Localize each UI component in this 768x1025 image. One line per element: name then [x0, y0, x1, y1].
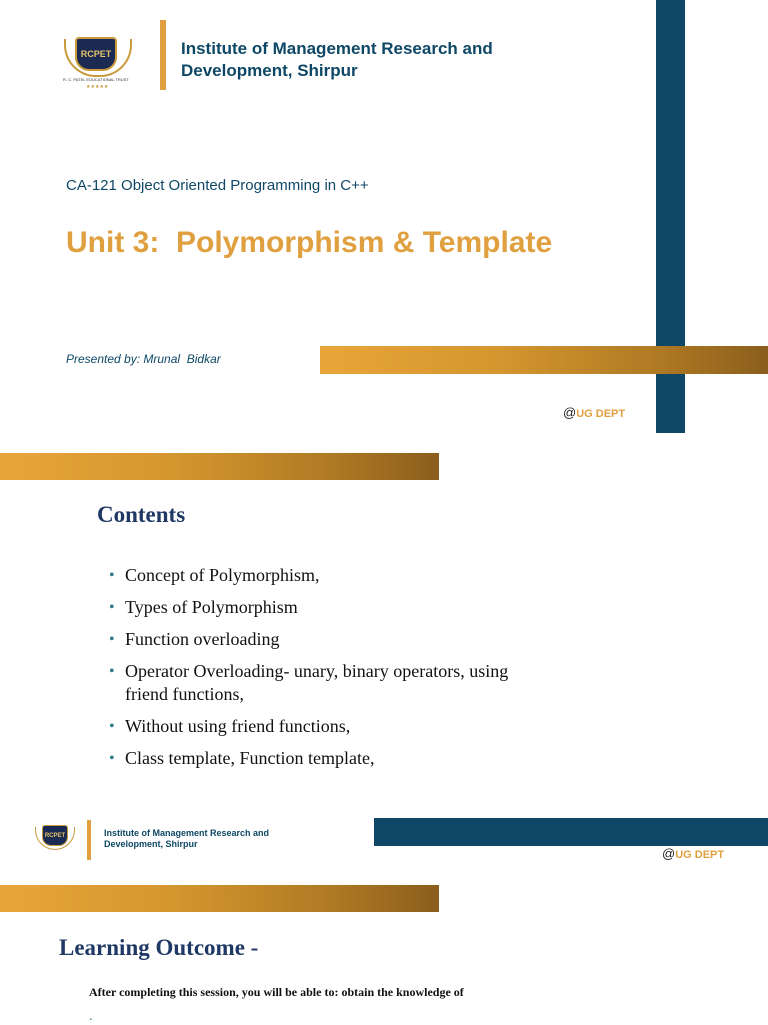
bullet-icon: • — [109, 750, 115, 767]
contents-title: Contents — [97, 502, 186, 527]
list-item: • Operator Overloading- unary, binary operators, using friend functions, — [109, 661, 509, 704]
contents-list — [107, 564, 577, 779]
learning-outcome-bullet: . — [89, 1009, 93, 1024]
shield-icon — [75, 37, 117, 71]
footer-navy-bar — [374, 818, 768, 846]
institute-line-1: Institute of Management Research and — [181, 39, 493, 58]
learning-outcome-title: Learning Outcome - — [59, 935, 259, 960]
unit-title: Unit 3: Polymorphism & Template — [66, 226, 553, 259]
learning-outcome-intro: After completing this session, you will be able to: obtain the knowledge of — [89, 985, 464, 999]
gold-bar-header — [0, 885, 439, 912]
bullet-icon: • — [109, 718, 115, 735]
list-item: • Without using friend functions, — [109, 716, 351, 736]
slide-2 — [0, 445, 768, 885]
bullet-icon: • — [109, 631, 115, 648]
shield-icon: RCPET — [42, 825, 68, 846]
bullet-icon: • — [109, 599, 115, 616]
gold-bar-header — [0, 453, 439, 480]
logo-caption: R. C. PATEL EDUCATIONAL TRUST — [63, 77, 129, 82]
institute-line-2: Development, Shirpur — [181, 61, 358, 80]
list-item: • Types of Polymorphism — [109, 597, 298, 617]
institute-name — [181, 38, 493, 82]
bullet-icon: • — [109, 663, 115, 680]
course-title: CA-121 Object Oriented Programming in C++ — [66, 177, 369, 194]
footer-logo — [33, 823, 77, 859]
dept-label — [563, 405, 625, 420]
institute-logo — [60, 33, 132, 93]
footer-dept: @UG DEPT — [662, 846, 725, 861]
presenter: Presented by: Mrunal Bidkar — [66, 352, 221, 366]
slide-1 — [0, 0, 768, 445]
dept-at: @ — [563, 405, 577, 420]
header-divider — [160, 20, 166, 90]
footer-divider — [87, 820, 91, 860]
footer-institute: Institute of Management Research and Development, Shirpur — [104, 828, 270, 849]
list-item: • Function overloading — [109, 629, 280, 649]
dept-name: UG DEPT — [576, 408, 626, 420]
slide-3 — [0, 885, 768, 1024]
list-item: • Class template, Function template, — [109, 748, 375, 768]
gold-bar-top — [320, 346, 768, 374]
logo-text: RCPET — [80, 49, 112, 59]
stars-icon: ★★★★★ — [86, 84, 109, 90]
list-item: • Concept of Polymorphism, — [109, 565, 320, 585]
bullet-icon: • — [109, 567, 115, 584]
